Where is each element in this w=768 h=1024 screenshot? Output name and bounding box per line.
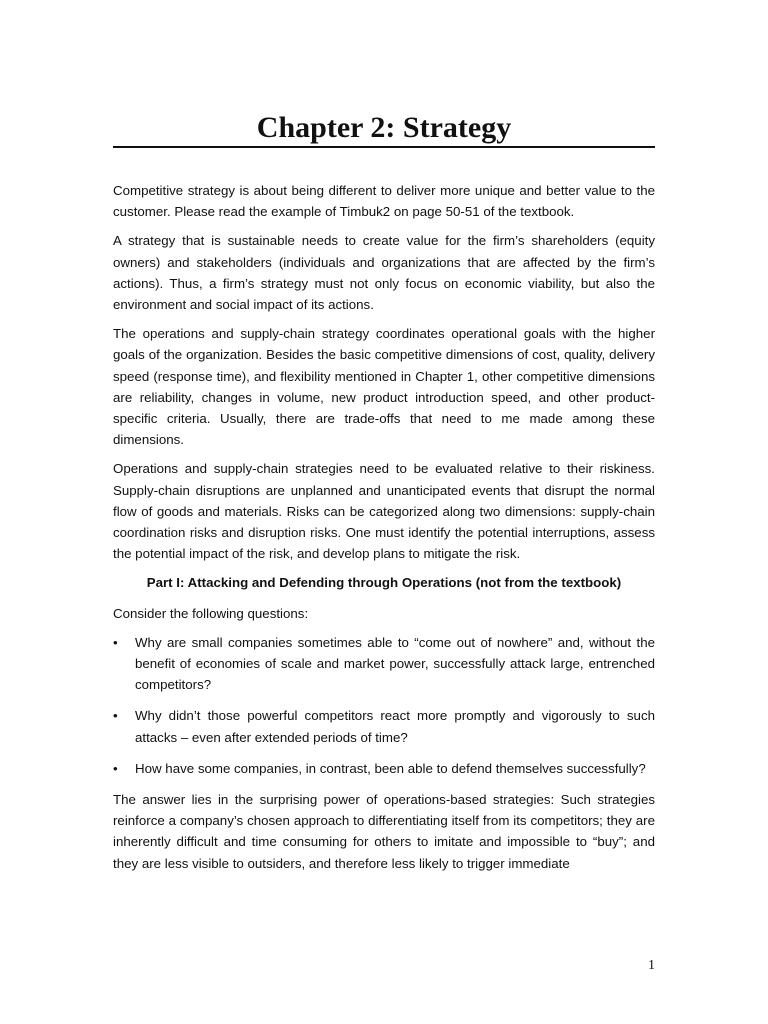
- paragraph-risk: Operations and supply-chain strategies need to be evaluated relative to their riskiness. Supply-chain disruptions are unplanned and unanticipated events that disrupt the normal flow of goods and materials. Risks can be categorized along two dimensions: supply-chain coordination risks and disruption risks. One must identify the potential interruptions, assess the potential impact of the risk, and develop plans to mitigate the risk.: [113, 461, 655, 562]
- paragraph-operations-strategy: The operations and supply-chain strategy coordinates operational goals with the higher goals of the organization. Besides the basic competitive dimensions of cost, quality, delivery speed (response time), and flexibility mentioned in Chapter 1, other competitive dimensions are reliability, changes in volume, new product introduction speed, and other product-specific criteria. Usually, there are trade-offs that need to me made among these dimensions.: [113, 326, 655, 448]
- questions-intro: Consider the following questions:: [113, 605, 309, 621]
- bullet-icon: •: [113, 760, 118, 776]
- part-heading: Part I: Attacking and Defending through Operations (not from the textbook): [146, 575, 622, 591]
- list-item: [113, 705, 655, 747]
- list-item: [113, 632, 655, 696]
- bullet-icon: •: [113, 708, 118, 724]
- paragraph-closing: The answer lies in the surprising power of operations-based strategies: Such strategies reinforce a company’s chosen approach to differentiating itself from its competitors; they are inherently difficult and time consuming for others to imitate and impossible to “buy”; and they are less visible to outsiders, and therefore less likely to trigger immediate: [113, 792, 655, 871]
- question-text: Why are small companies sometimes able to “come out of nowhere” and, without the benefit of economies of scale and market power, successfully attack large, entrenched competitors?: [135, 634, 655, 693]
- bullet-icon: •: [113, 634, 118, 650]
- page-number: 1: [648, 958, 655, 973]
- title-underline: [113, 146, 655, 148]
- question-list: [113, 632, 655, 779]
- chapter-title: Chapter 2: Strategy: [256, 111, 512, 144]
- list-item: [113, 758, 655, 779]
- question-text: How have some companies, in contrast, been able to defend themselves successfully?: [135, 760, 646, 776]
- document-body: [113, 180, 655, 882]
- question-text: Why didn’t those powerful competitors react more promptly and vigorously to such attacks – even after extended periods of time?: [135, 708, 655, 745]
- paragraph-sustainable-strategy: A strategy that is sustainable needs to create value for the firm’s shareholders (equity owners) and stakeholders (individuals and organizations that are affected by the firm’s actions). Thus, a firm’s strategy must not only focus on economic viability, but also the environment and social impact of its actions.: [113, 233, 655, 313]
- paragraph-competitive-strategy: Competitive strategy is about being different to deliver more unique and better value to the customer. Please read the example of Timbuk2 on page 50-51 of the textbook.: [113, 183, 655, 220]
